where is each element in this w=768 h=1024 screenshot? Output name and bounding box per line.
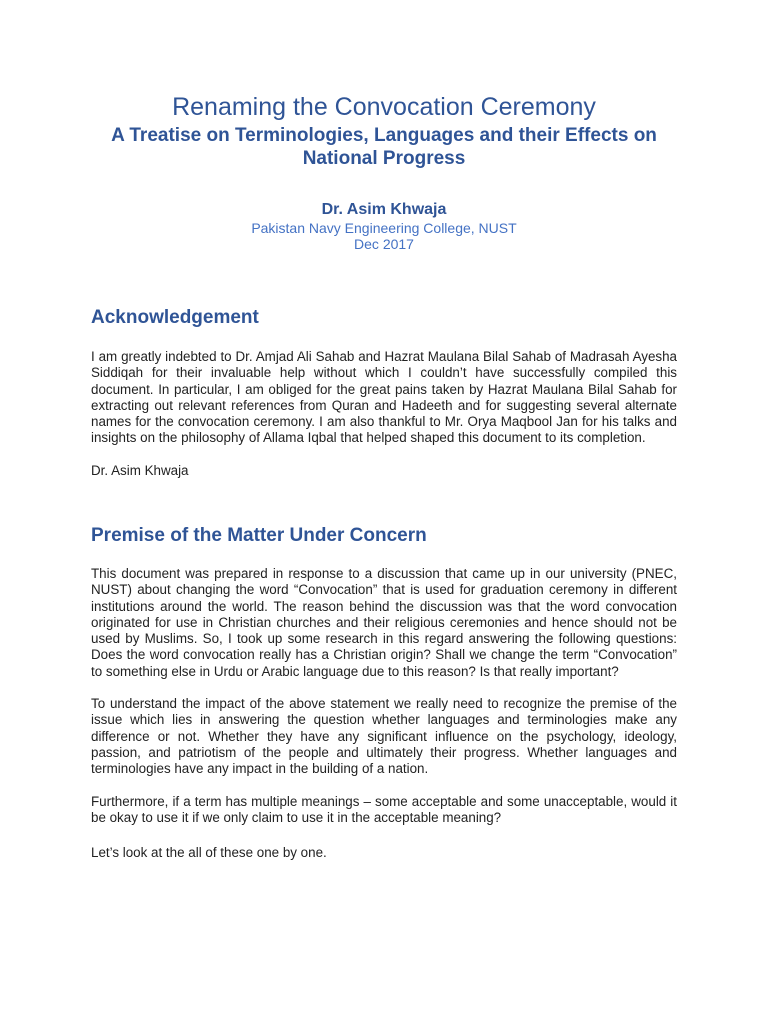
premise-paragraph-2: To understand the impact of the above statement we really need to recognize the premise of the issue which lies in answering the question whether languages and terminologies make any difference or not. Whether they have any significant influence on the psychology, ideology, passion, and patriotism of the people and ultimately their progress. Whether languages and terminologies have any impact in the building of a nation.: [91, 696, 677, 777]
premise-heading: Premise of the Matter Under Concern: [91, 525, 427, 546]
acknowledgement-paragraph: I am greatly indebted to Dr. Amjad Ali Sahab and Hazrat Maulana Bilal Sahab of Madrasah Ayesha Siddiqah for their invaluable help without which I couldn’t have successfully compiled this document. In particular, I am obliged for the great pains taken by Hazrat Maulana Bilal Sahab for extracting out relevant references from Quran and Hadeeth and for suggesting several alternate names for the convocation ceremony. I am also thankful to Mr. Orya Maqbool Jan for his talks and insights on the philosophy of Allama Iqbal that helped shaped this document to its completion.: [91, 349, 677, 446]
premise-paragraph-3: Furthermore, if a term has multiple meanings – some acceptable and some unacceptable, would it be okay to use it if we only claim to use it in the acceptable meaning?: [91, 794, 677, 826]
author-affiliation: Pakistan Navy Engineering College, NUST: [251, 220, 517, 236]
document-subtitle: A Treatise on Terminologies, Languages and their Effects on National Progress: [111, 125, 657, 169]
acknowledgement-signature: Dr. Asim Khwaja: [91, 463, 189, 478]
premise-paragraph-4: Let’s look at the all of these one by one.: [91, 845, 327, 860]
document-title: Renaming the Convocation Ceremony: [172, 93, 596, 121]
acknowledgement-heading: Acknowledgement: [91, 307, 259, 328]
author-name: Dr. Asim Khwaja: [321, 201, 447, 218]
premise-paragraph-1: This document was prepared in response to a discussion that came up in our university (PNEC, NUST) about changing the word “Convocation” that is used for graduation ceremony in different institutions around the world. The reason behind the discussion was that the word convocation originated for use in Christian churches and their religious ceremonies and hence should not be used by Muslims. So, I took up some research in this regard answering the following questions: Does the word convocation really has a Christian origin? Shall we change the term “Convocation” to something else in Urdu or Arabic language due to this reason? Is that really important?: [91, 566, 677, 679]
document-date: Dec 2017: [354, 236, 414, 252]
